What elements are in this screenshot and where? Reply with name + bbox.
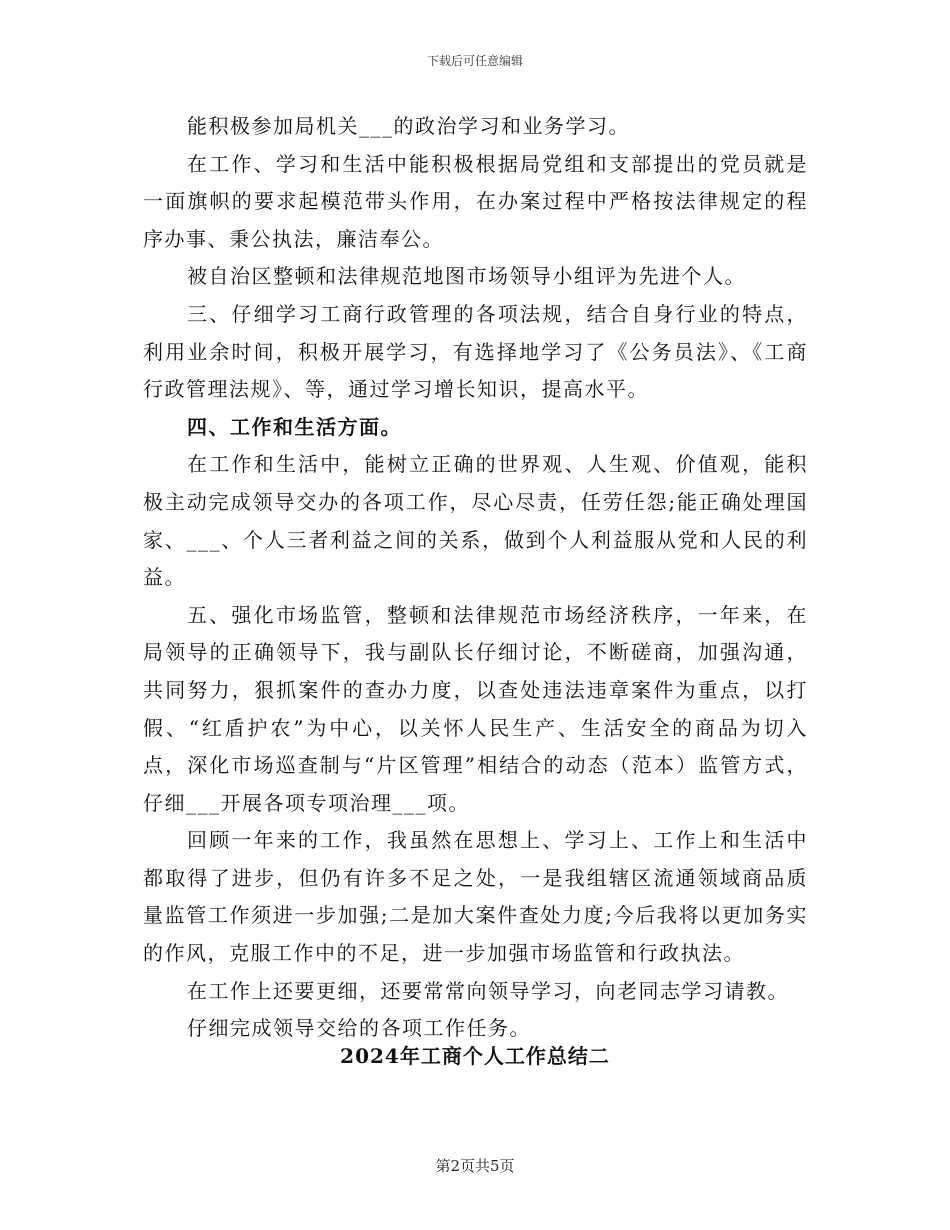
paragraph: 在工作上还要更细，还要常常向领导学习，向老同志学习请教。 <box>187 978 789 1003</box>
document-body <box>143 108 808 1048</box>
header-note: 下载后可任意编辑 <box>426 54 523 68</box>
document-title: 2024年工商个人工作总结二 <box>340 1044 610 1068</box>
paragraph: 被自治区整顿和法律规范地图市场领导小组评为先进个人。 <box>187 264 746 289</box>
section-heading: 四、工作和生活方面。 <box>187 414 402 439</box>
paragraph: 五、强化市场监管，整顿和法律规范市场经济秩序，一年来，在局领导的正确领导下，我与副队长仔细讨论，不断磋商，加强沟通，共同努力，狠抓案件的查办力度，以查处违法违章案件为重点，以打假、“红盾护农”为中心，以关怀人民生产、生活安全的商品为切入点，深化市场巡查制与“片区管理”相结合的动态（范本）监管方式，仔细___开展各项专项治理___项。 <box>143 602 808 815</box>
paragraph: 三、仔细学习工商行政管理的各项法规，结合自身行业的特点，利用业余时间，积极开展学习，有选择地学习了《公务员法》、《工商行政管理法规》、等，通过学习增长知识，提高水平。 <box>143 301 808 402</box>
paragraph: 回顾一年来的工作，我虽然在思想上、学习上、工作上和生活中都取得了进步，但仍有许多不足之处，一是我组辖区流通领域商品质量监管工作须进一步加强;二是加大案件查处力度;今后我将以更加务实的作风，克服工作中的不足，进一步加强市场监管和行政执法。 <box>143 828 808 966</box>
paragraph: 在工作和生活中，能树立正确的世界观、人生观、价值观，能积极主动完成领导交办的各项工作，尽心尽责，任劳任怨;能正确处理国家、___、个人三者利益之间的关系，做到个人利益服从党和人民的利益。 <box>143 452 808 590</box>
page-number: 第2页共5页 <box>435 1157 515 1175</box>
paragraph: 在工作、学习和生活中能积极根据局党组和支部提出的党员就是一面旗帜的要求起模范带头作用，在办案过程中严格按法律规定的程序办事、秉公执法，廉洁奉公。 <box>143 151 808 251</box>
paragraph: 能积极参加局机关___的政治学习和业务学习。 <box>187 114 630 138</box>
paragraph: 仔细完成领导交给的各项工作任务。 <box>187 1016 531 1041</box>
